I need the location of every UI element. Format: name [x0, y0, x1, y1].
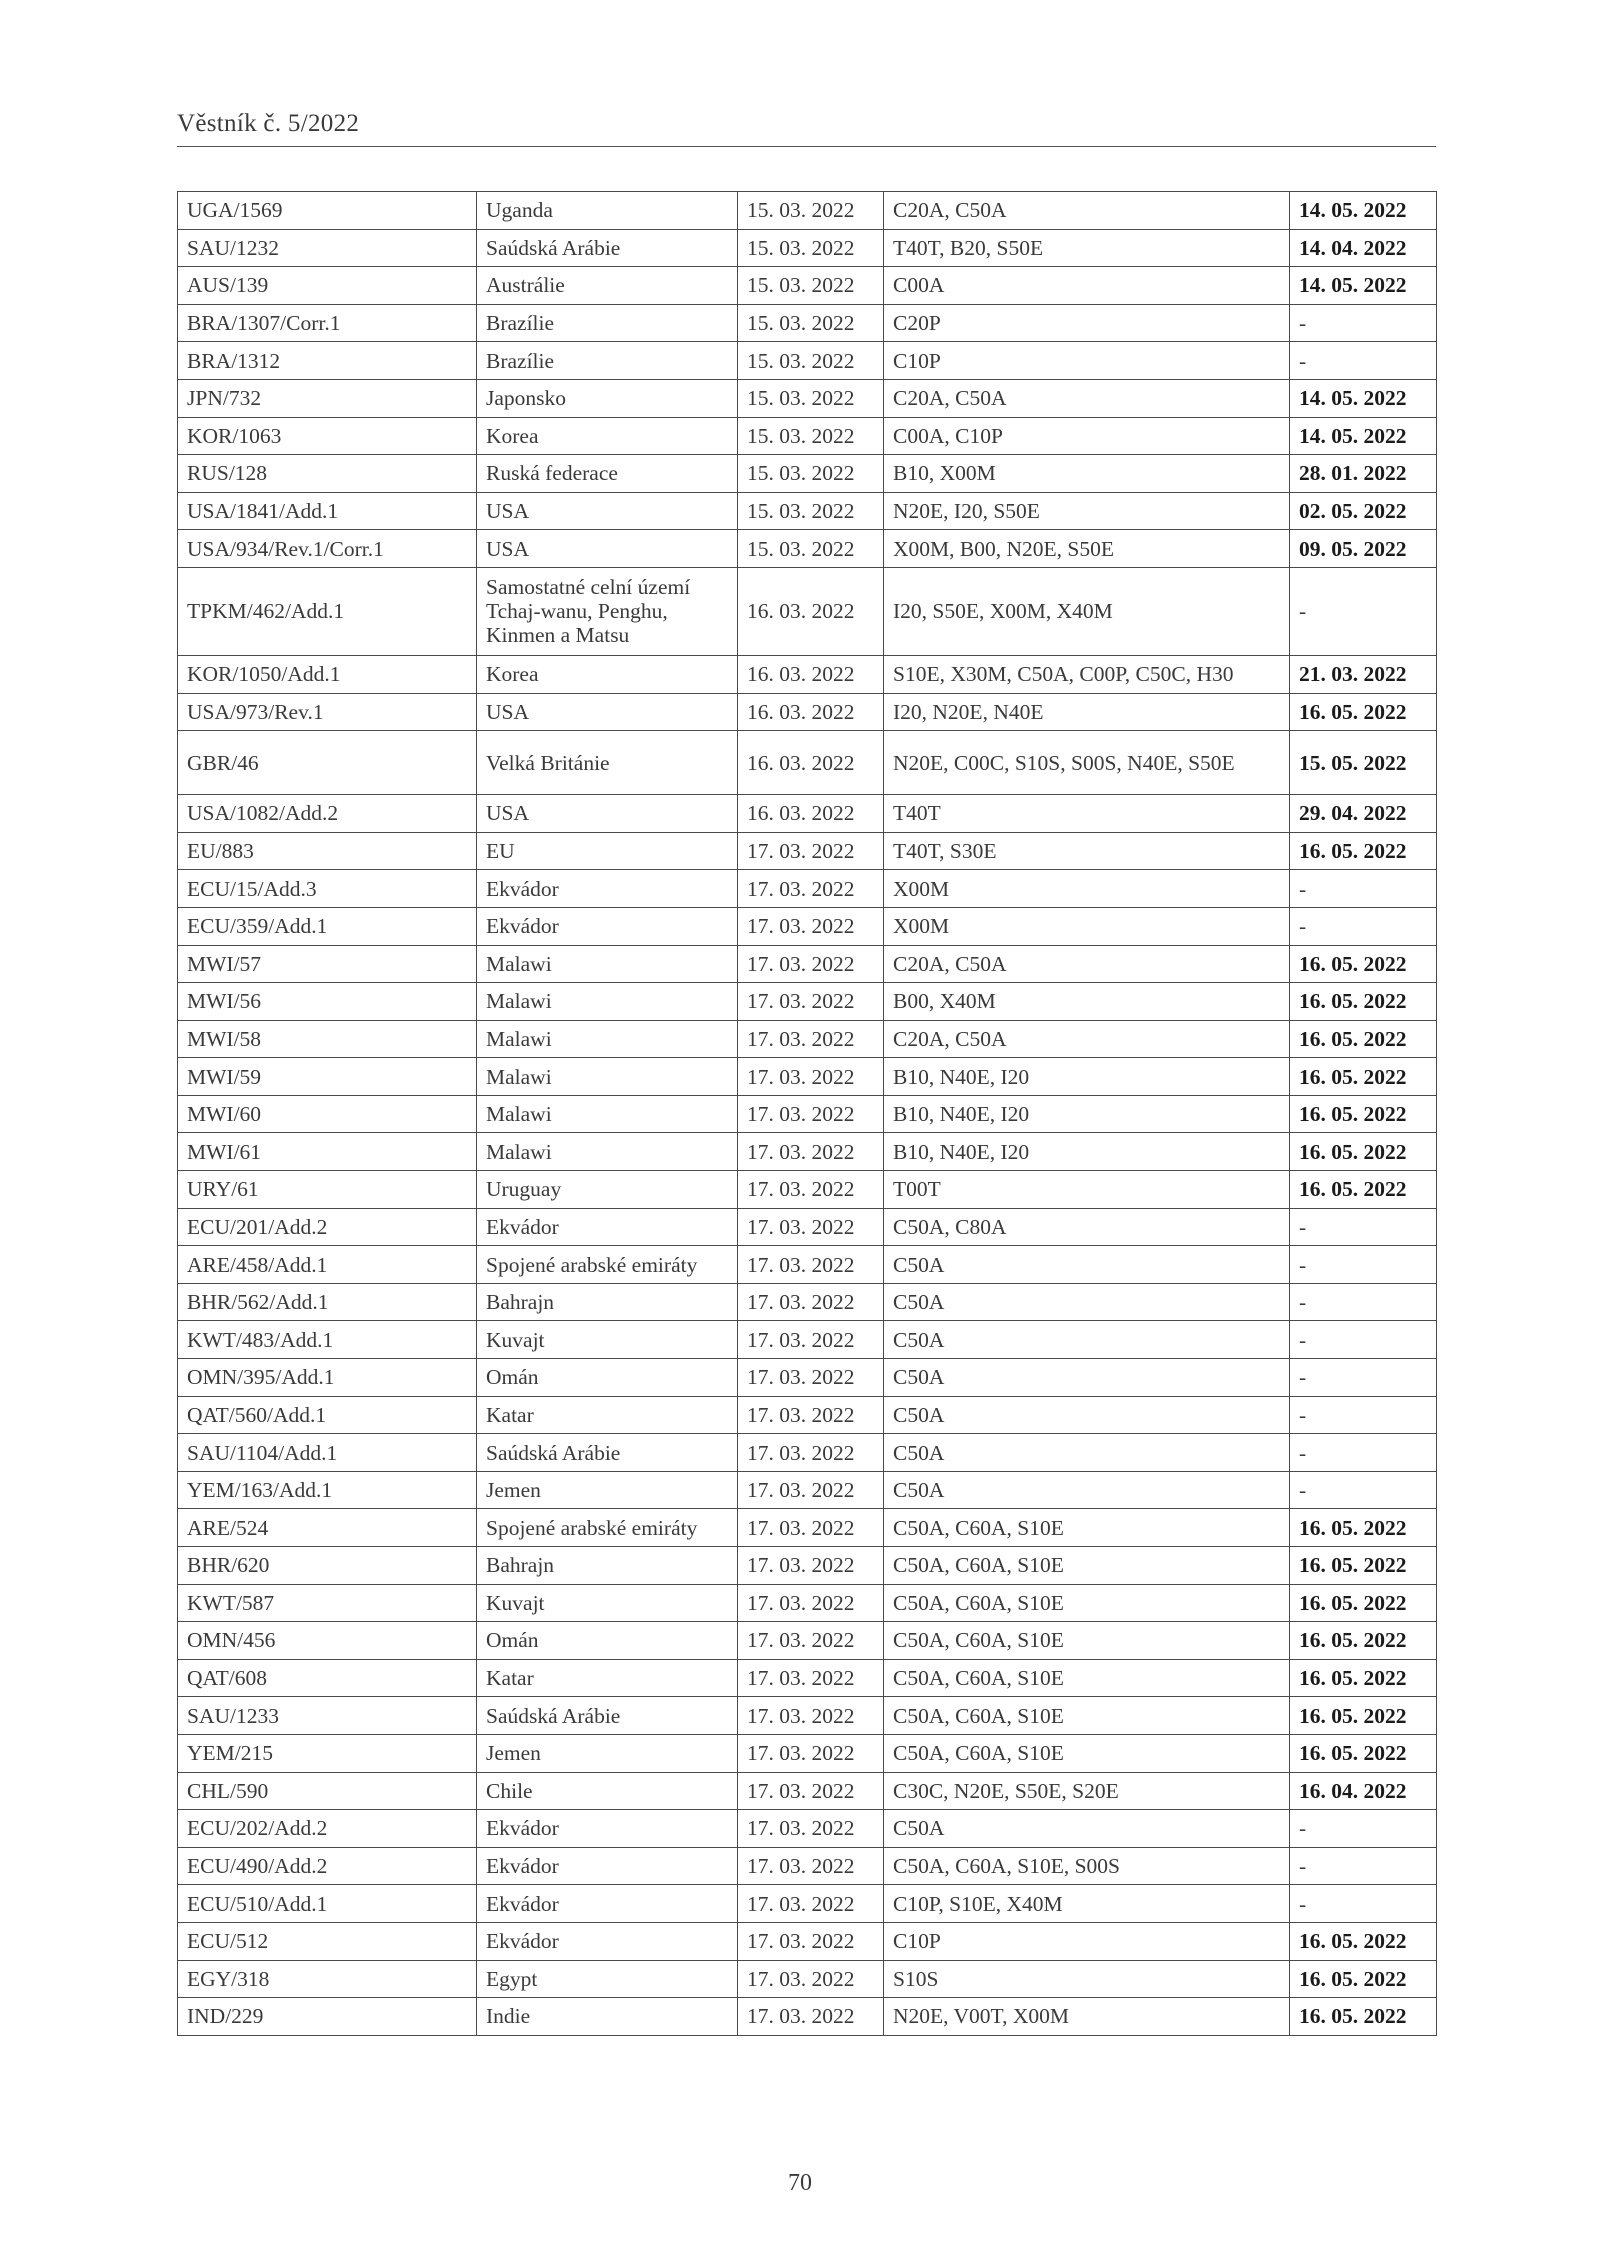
- date-cell: 17. 03. 2022: [738, 1171, 884, 1209]
- date-cell: 17. 03. 2022: [738, 1321, 884, 1359]
- table-row: [178, 1697, 1437, 1735]
- date-cell: 15. 03. 2022: [738, 379, 884, 417]
- deadline-cell: 16. 05. 2022: [1290, 1095, 1437, 1133]
- country-cell: Malawi: [477, 945, 738, 983]
- country-cell: Ekvádor: [477, 870, 738, 908]
- date-cell: 17. 03. 2022: [738, 1020, 884, 1058]
- country-cell: Malawi: [477, 1020, 738, 1058]
- date-cell: 17. 03. 2022: [738, 1283, 884, 1321]
- classification-cell: C20P: [884, 304, 1290, 342]
- country-cell: Katar: [477, 1659, 738, 1697]
- country-cell: Spojené arabské emiráty: [477, 1509, 738, 1547]
- table-row: [178, 1622, 1437, 1660]
- deadline-cell: 16. 05. 2022: [1290, 693, 1437, 731]
- table-row: [178, 945, 1437, 983]
- notification-code-cell: URY/61: [178, 1171, 477, 1209]
- country-cell: Malawi: [477, 1095, 738, 1133]
- date-cell: 17. 03. 2022: [738, 1998, 884, 2036]
- deadline-cell: 14. 05. 2022: [1290, 417, 1437, 455]
- deadline-cell: 15. 05. 2022: [1290, 731, 1437, 795]
- notification-code-cell: USA/1841/Add.1: [178, 492, 477, 530]
- country-cell: Ekvádor: [477, 1847, 738, 1885]
- deadline-cell: -: [1290, 567, 1437, 655]
- classification-cell: X00M, B00, N20E, S50E: [884, 530, 1290, 568]
- deadline-cell: -: [1290, 1810, 1437, 1848]
- date-cell: 15. 03. 2022: [738, 530, 884, 568]
- deadline-cell: -: [1290, 1321, 1437, 1359]
- country-cell: Omán: [477, 1359, 738, 1397]
- notification-code-cell: CHL/590: [178, 1772, 477, 1810]
- table-row: [178, 1810, 1437, 1848]
- journal-title: Věstník č. 5/2022: [177, 110, 360, 137]
- country-cell: Jemen: [477, 1734, 738, 1772]
- notification-code-cell: BRA/1307/Corr.1: [178, 304, 477, 342]
- notification-code-cell: KOR/1063: [178, 417, 477, 455]
- deadline-cell: -: [1290, 1208, 1437, 1246]
- table-row: [178, 1659, 1437, 1697]
- classification-cell: C50A: [884, 1359, 1290, 1397]
- header-rule: [177, 146, 1436, 147]
- country-cell: Brazílie: [477, 304, 738, 342]
- notification-code-cell: KWT/587: [178, 1584, 477, 1622]
- country-cell: Brazílie: [477, 342, 738, 380]
- deadline-cell: 14. 05. 2022: [1290, 379, 1437, 417]
- country-cell: Chile: [477, 1772, 738, 1810]
- date-cell: 17. 03. 2022: [738, 1734, 884, 1772]
- notification-code-cell: SAU/1232: [178, 229, 477, 267]
- country-cell: Saúdská Arábie: [477, 1434, 738, 1472]
- classification-cell: C50A: [884, 1810, 1290, 1848]
- classification-cell: C50A, C60A, S10E: [884, 1697, 1290, 1735]
- classification-cell: C50A, C60A, S10E: [884, 1584, 1290, 1622]
- classification-cell: T40T, B20, S50E: [884, 229, 1290, 267]
- country-cell: Austrálie: [477, 267, 738, 305]
- date-cell: 17. 03. 2022: [738, 1772, 884, 1810]
- classification-cell: C20A, C50A: [884, 1020, 1290, 1058]
- notification-code-cell: YEM/163/Add.1: [178, 1471, 477, 1509]
- table-row: [178, 731, 1437, 795]
- deadline-cell: 16. 05. 2022: [1290, 983, 1437, 1021]
- notification-code-cell: QAT/560/Add.1: [178, 1396, 477, 1434]
- deadline-cell: 14. 05. 2022: [1290, 267, 1437, 305]
- date-cell: 17. 03. 2022: [738, 1133, 884, 1171]
- notification-code-cell: ARE/458/Add.1: [178, 1246, 477, 1284]
- country-cell: USA: [477, 795, 738, 833]
- country-cell: Jemen: [477, 1471, 738, 1509]
- classification-cell: B10, N40E, I20: [884, 1133, 1290, 1171]
- table-row: [178, 795, 1437, 833]
- table-row: [178, 1584, 1437, 1622]
- notification-code-cell: KWT/483/Add.1: [178, 1321, 477, 1359]
- table-row: [178, 1321, 1437, 1359]
- date-cell: 15. 03. 2022: [738, 492, 884, 530]
- country-cell: Japonsko: [477, 379, 738, 417]
- notification-code-cell: MWI/56: [178, 983, 477, 1021]
- classification-cell: C20A, C50A: [884, 945, 1290, 983]
- table-row: [178, 1998, 1437, 2036]
- table-row: [178, 304, 1437, 342]
- date-cell: 16. 03. 2022: [738, 655, 884, 693]
- deadline-cell: 16. 05. 2022: [1290, 1509, 1437, 1547]
- table-row: [178, 907, 1437, 945]
- classification-cell: C50A: [884, 1321, 1290, 1359]
- table-row: [178, 1133, 1437, 1171]
- table-row: [178, 229, 1437, 267]
- notification-code-cell: IND/229: [178, 1998, 477, 2036]
- country-cell: Korea: [477, 655, 738, 693]
- country-cell: Uganda: [477, 192, 738, 230]
- deadline-cell: 16. 05. 2022: [1290, 1622, 1437, 1660]
- classification-cell: T40T: [884, 795, 1290, 833]
- table-row: [178, 455, 1437, 493]
- table-row: [178, 1058, 1437, 1096]
- notification-code-cell: OMN/395/Add.1: [178, 1359, 477, 1397]
- date-cell: 16. 03. 2022: [738, 693, 884, 731]
- classification-cell: C20A, C50A: [884, 192, 1290, 230]
- date-cell: 17. 03. 2022: [738, 1095, 884, 1133]
- country-cell: Bahrajn: [477, 1547, 738, 1585]
- deadline-cell: 14. 05. 2022: [1290, 192, 1437, 230]
- date-cell: 17. 03. 2022: [738, 1058, 884, 1096]
- table-row: [178, 832, 1437, 870]
- country-cell: Saúdská Arábie: [477, 1697, 738, 1735]
- table-row: [178, 1208, 1437, 1246]
- notification-code-cell: USA/973/Rev.1: [178, 693, 477, 731]
- country-cell: Ekvádor: [477, 1885, 738, 1923]
- date-cell: 17. 03. 2022: [738, 1208, 884, 1246]
- classification-cell: C50A, C60A, S10E: [884, 1622, 1290, 1660]
- deadline-cell: 16. 05. 2022: [1290, 1133, 1437, 1171]
- notification-code-cell: ARE/524: [178, 1509, 477, 1547]
- country-cell: Korea: [477, 417, 738, 455]
- classification-cell: N20E, I20, S50E: [884, 492, 1290, 530]
- date-cell: 17. 03. 2022: [738, 945, 884, 983]
- notification-code-cell: ECU/202/Add.2: [178, 1810, 477, 1848]
- table-row: [178, 1020, 1437, 1058]
- classification-cell: S10S: [884, 1960, 1290, 1998]
- country-cell: Bahrajn: [477, 1283, 738, 1321]
- country-cell: Uruguay: [477, 1171, 738, 1209]
- table-body: [178, 192, 1437, 2036]
- country-cell: Ruská federace: [477, 455, 738, 493]
- country-cell: Ekvádor: [477, 1922, 738, 1960]
- country-cell: Kuvajt: [477, 1321, 738, 1359]
- country-cell: Malawi: [477, 1058, 738, 1096]
- notification-code-cell: ECU/490/Add.2: [178, 1847, 477, 1885]
- date-cell: 17. 03. 2022: [738, 1960, 884, 1998]
- table-row: [178, 342, 1437, 380]
- date-cell: 17. 03. 2022: [738, 1810, 884, 1848]
- country-cell: Saúdská Arábie: [477, 229, 738, 267]
- classification-cell: X00M: [884, 907, 1290, 945]
- date-cell: 17. 03. 2022: [738, 1359, 884, 1397]
- notification-code-cell: AUS/139: [178, 267, 477, 305]
- notification-code-cell: JPN/732: [178, 379, 477, 417]
- deadline-cell: -: [1290, 1396, 1437, 1434]
- country-cell: Ekvádor: [477, 907, 738, 945]
- notification-code-cell: EU/883: [178, 832, 477, 870]
- notifications-table: [177, 191, 1437, 2036]
- deadline-cell: -: [1290, 870, 1437, 908]
- date-cell: 15. 03. 2022: [738, 192, 884, 230]
- notification-code-cell: OMN/456: [178, 1622, 477, 1660]
- classification-cell: C10P: [884, 1922, 1290, 1960]
- classification-cell: C50A, C60A, S10E: [884, 1509, 1290, 1547]
- country-cell: Egypt: [477, 1960, 738, 1998]
- classification-cell: B10, N40E, I20: [884, 1095, 1290, 1133]
- notification-code-cell: TPKM/462/Add.1: [178, 567, 477, 655]
- table-row: [178, 267, 1437, 305]
- notification-code-cell: SAU/1233: [178, 1697, 477, 1735]
- classification-cell: B10, N40E, I20: [884, 1058, 1290, 1096]
- classification-cell: C50A, C60A, S10E: [884, 1547, 1290, 1585]
- table-row: [178, 192, 1437, 230]
- classification-cell: X00M: [884, 870, 1290, 908]
- deadline-cell: 16. 05. 2022: [1290, 1547, 1437, 1585]
- classification-cell: B10, X00M: [884, 455, 1290, 493]
- date-cell: 17. 03. 2022: [738, 1246, 884, 1284]
- country-cell: Spojené arabské emiráty: [477, 1246, 738, 1284]
- date-cell: 17. 03. 2022: [738, 1622, 884, 1660]
- date-cell: 17. 03. 2022: [738, 1885, 884, 1923]
- table-row: [178, 1471, 1437, 1509]
- deadline-cell: -: [1290, 1359, 1437, 1397]
- country-cell: Omán: [477, 1622, 738, 1660]
- country-cell: Ekvádor: [477, 1810, 738, 1848]
- classification-cell: C50A, C80A: [884, 1208, 1290, 1246]
- table-row: [178, 1095, 1437, 1133]
- notification-code-cell: ECU/359/Add.1: [178, 907, 477, 945]
- classification-cell: N20E, C00C, S10S, S00S, N40E, S50E: [884, 731, 1290, 795]
- notification-code-cell: MWI/58: [178, 1020, 477, 1058]
- deadline-cell: -: [1290, 1434, 1437, 1472]
- notification-code-cell: KOR/1050/Add.1: [178, 655, 477, 693]
- deadline-cell: 16. 05. 2022: [1290, 1171, 1437, 1209]
- classification-cell: B00, X40M: [884, 983, 1290, 1021]
- deadline-cell: -: [1290, 1471, 1437, 1509]
- country-cell: Samostatné celní území Tchaj-wanu, Penghu, Kinmen a Matsu: [477, 567, 738, 655]
- classification-cell: T00T: [884, 1171, 1290, 1209]
- notification-code-cell: ECU/510/Add.1: [178, 1885, 477, 1923]
- table-row: [178, 1922, 1437, 1960]
- date-cell: 15. 03. 2022: [738, 304, 884, 342]
- classification-cell: C50A: [884, 1471, 1290, 1509]
- deadline-cell: 14. 04. 2022: [1290, 229, 1437, 267]
- deadline-cell: 16. 04. 2022: [1290, 1772, 1437, 1810]
- table-row: [178, 417, 1437, 455]
- table-row: [178, 1885, 1437, 1923]
- table-row: [178, 1434, 1437, 1472]
- deadline-cell: 16. 05. 2022: [1290, 1697, 1437, 1735]
- notification-code-cell: USA/1082/Add.2: [178, 795, 477, 833]
- country-cell: EU: [477, 832, 738, 870]
- deadline-cell: 16. 05. 2022: [1290, 945, 1437, 983]
- classification-cell: C50A, C60A, S10E: [884, 1734, 1290, 1772]
- deadline-cell: 21. 03. 2022: [1290, 655, 1437, 693]
- deadline-cell: -: [1290, 1283, 1437, 1321]
- deadline-cell: 16. 05. 2022: [1290, 1020, 1437, 1058]
- classification-cell: C50A: [884, 1283, 1290, 1321]
- notification-code-cell: BHR/562/Add.1: [178, 1283, 477, 1321]
- date-cell: 17. 03. 2022: [738, 1922, 884, 1960]
- table-row: [178, 1960, 1437, 1998]
- classification-cell: I20, N20E, N40E: [884, 693, 1290, 731]
- country-cell: USA: [477, 492, 738, 530]
- page-header: [177, 110, 1436, 138]
- deadline-cell: 09. 05. 2022: [1290, 530, 1437, 568]
- date-cell: 15. 03. 2022: [738, 342, 884, 380]
- country-cell: USA: [477, 693, 738, 731]
- date-cell: 17. 03. 2022: [738, 832, 884, 870]
- deadline-cell: 29. 04. 2022: [1290, 795, 1437, 833]
- deadline-cell: -: [1290, 1246, 1437, 1284]
- date-cell: 17. 03. 2022: [738, 1847, 884, 1885]
- date-cell: 17. 03. 2022: [738, 1396, 884, 1434]
- date-cell: 17. 03. 2022: [738, 907, 884, 945]
- deadline-cell: 16. 05. 2022: [1290, 1659, 1437, 1697]
- date-cell: 16. 03. 2022: [738, 731, 884, 795]
- notification-code-cell: RUS/128: [178, 455, 477, 493]
- country-cell: Ekvádor: [477, 1208, 738, 1246]
- table-row: [178, 1547, 1437, 1585]
- country-cell: Malawi: [477, 983, 738, 1021]
- classification-cell: C10P, S10E, X40M: [884, 1885, 1290, 1923]
- table-row: [178, 492, 1437, 530]
- classification-cell: C50A, C60A, S10E: [884, 1659, 1290, 1697]
- classification-cell: I20, S50E, X00M, X40M: [884, 567, 1290, 655]
- notification-code-cell: MWI/57: [178, 945, 477, 983]
- date-cell: 17. 03. 2022: [738, 1434, 884, 1472]
- notification-code-cell: ECU/15/Add.3: [178, 870, 477, 908]
- table-row: [178, 1396, 1437, 1434]
- notification-code-cell: UGA/1569: [178, 192, 477, 230]
- table-row: [178, 1847, 1437, 1885]
- deadline-cell: 02. 05. 2022: [1290, 492, 1437, 530]
- table-row: [178, 1359, 1437, 1397]
- notification-code-cell: MWI/60: [178, 1095, 477, 1133]
- country-cell: Katar: [477, 1396, 738, 1434]
- deadline-cell: -: [1290, 304, 1437, 342]
- table-row: [178, 379, 1437, 417]
- deadline-cell: -: [1290, 342, 1437, 380]
- date-cell: 15. 03. 2022: [738, 417, 884, 455]
- notification-code-cell: GBR/46: [178, 731, 477, 795]
- classification-cell: N20E, V00T, X00M: [884, 1998, 1290, 2036]
- country-cell: USA: [477, 530, 738, 568]
- date-cell: 17. 03. 2022: [738, 983, 884, 1021]
- notification-code-cell: USA/934/Rev.1/Corr.1: [178, 530, 477, 568]
- date-cell: 17. 03. 2022: [738, 1471, 884, 1509]
- notification-code-cell: BRA/1312: [178, 342, 477, 380]
- notification-code-cell: MWI/59: [178, 1058, 477, 1096]
- date-cell: 17. 03. 2022: [738, 1584, 884, 1622]
- table-row: [178, 1734, 1437, 1772]
- table-row: [178, 983, 1437, 1021]
- deadline-cell: 16. 05. 2022: [1290, 1998, 1437, 2036]
- notification-code-cell: ECU/512: [178, 1922, 477, 1960]
- table-row: [178, 693, 1437, 731]
- table-row: [178, 1772, 1437, 1810]
- classification-cell: C20A, C50A: [884, 379, 1290, 417]
- notification-code-cell: SAU/1104/Add.1: [178, 1434, 477, 1472]
- date-cell: 15. 03. 2022: [738, 229, 884, 267]
- classification-cell: C50A: [884, 1434, 1290, 1472]
- classification-cell: C00A: [884, 267, 1290, 305]
- date-cell: 15. 03. 2022: [738, 267, 884, 305]
- page-number: 70: [788, 2170, 812, 2196]
- table-row: [178, 530, 1437, 568]
- country-cell: Malawi: [477, 1133, 738, 1171]
- date-cell: 17. 03. 2022: [738, 870, 884, 908]
- deadline-cell: -: [1290, 907, 1437, 945]
- date-cell: 15. 03. 2022: [738, 455, 884, 493]
- table-row: [178, 1509, 1437, 1547]
- classification-cell: C00A, C10P: [884, 417, 1290, 455]
- classification-cell: C30C, N20E, S50E, S20E: [884, 1772, 1290, 1810]
- notification-code-cell: EGY/318: [178, 1960, 477, 1998]
- date-cell: 17. 03. 2022: [738, 1659, 884, 1697]
- date-cell: 16. 03. 2022: [738, 567, 884, 655]
- table-row: [178, 870, 1437, 908]
- table-row: [178, 1171, 1437, 1209]
- date-cell: 17. 03. 2022: [738, 1697, 884, 1735]
- notification-code-cell: QAT/608: [178, 1659, 477, 1697]
- date-cell: 17. 03. 2022: [738, 1547, 884, 1585]
- classification-cell: C50A, C60A, S10E, S00S: [884, 1847, 1290, 1885]
- classification-cell: C50A: [884, 1246, 1290, 1284]
- classification-cell: T40T, S30E: [884, 832, 1290, 870]
- deadline-cell: 16. 05. 2022: [1290, 1058, 1437, 1096]
- classification-cell: C50A: [884, 1396, 1290, 1434]
- notification-code-cell: BHR/620: [178, 1547, 477, 1585]
- classification-cell: C10P: [884, 342, 1290, 380]
- notification-code-cell: ECU/201/Add.2: [178, 1208, 477, 1246]
- deadline-cell: 16. 05. 2022: [1290, 832, 1437, 870]
- table-row: [178, 567, 1437, 655]
- deadline-cell: 16. 05. 2022: [1290, 1734, 1437, 1772]
- deadline-cell: -: [1290, 1885, 1437, 1923]
- country-cell: Indie: [477, 1998, 738, 2036]
- country-cell: Velká Británie: [477, 731, 738, 795]
- table-row: [178, 655, 1437, 693]
- classification-cell: S10E, X30M, C50A, C00P, C50C, H30: [884, 655, 1290, 693]
- table-row: [178, 1283, 1437, 1321]
- notification-code-cell: YEM/215: [178, 1734, 477, 1772]
- deadline-cell: 16. 05. 2022: [1290, 1584, 1437, 1622]
- deadline-cell: 16. 05. 2022: [1290, 1922, 1437, 1960]
- deadline-cell: 16. 05. 2022: [1290, 1960, 1437, 1998]
- date-cell: 16. 03. 2022: [738, 795, 884, 833]
- table-row: [178, 1246, 1437, 1284]
- deadline-cell: 28. 01. 2022: [1290, 455, 1437, 493]
- date-cell: 17. 03. 2022: [738, 1509, 884, 1547]
- deadline-cell: -: [1290, 1847, 1437, 1885]
- notification-code-cell: MWI/61: [178, 1133, 477, 1171]
- country-cell: Kuvajt: [477, 1584, 738, 1622]
